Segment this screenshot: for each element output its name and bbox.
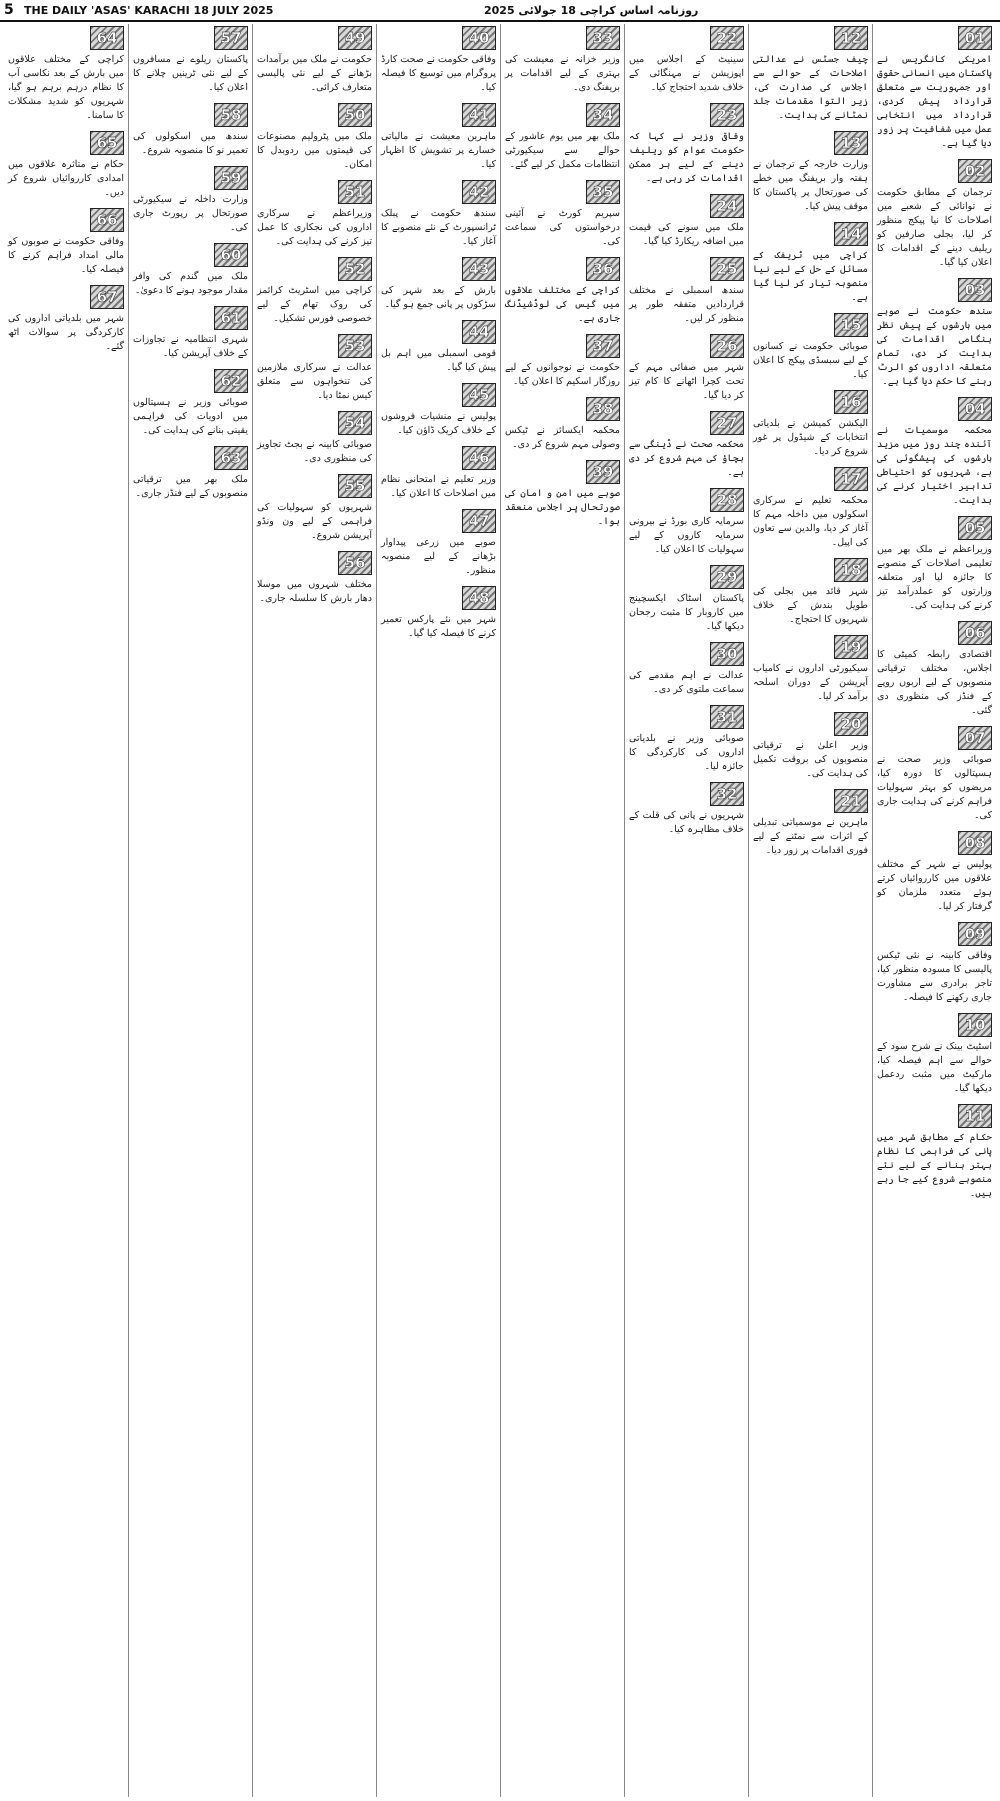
item-number-badge: 24 (710, 194, 744, 218)
item-number-badge: 63 (214, 446, 248, 470)
item-text: محکمہ ایکسائز نے ٹیکس وصولی مہم شروع کر دی۔ (505, 425, 620, 450)
news-item (877, 1011, 992, 1096)
item-number-badge: 35 (586, 180, 620, 204)
news-item (877, 157, 992, 270)
item-text: ماہرین معیشت نے مالیاتی خسارے پر تشویش کا اظہار کیا۔ (381, 131, 496, 170)
news-item (8, 283, 124, 354)
news-item (877, 724, 992, 823)
news-item (257, 409, 372, 466)
news-item (629, 24, 744, 95)
item-text: ملک میں سونے کی قیمت میں اضافہ ریکارڈ کیا گیا۔ (629, 222, 744, 247)
item-number-badge: 18 (834, 558, 868, 582)
item-text: ملک میں پٹرولیم مصنوعات کی قیمتوں میں ردوبدل کا امکان۔ (257, 131, 372, 170)
item-number-badge: 33 (586, 26, 620, 50)
item-text: محکمہ صحت نے ڈینگی سے بچاؤ کی مہم شروع کر دی ہے۔ (629, 439, 744, 478)
news-item (133, 444, 248, 501)
news-item (257, 178, 372, 249)
item-text: وفاقی کابینہ نے نئی ٹیکس پالیسی کا مسودہ منظور کیا، تاجر برادری سے مشاورت جاری رکھنے کا فیصلہ۔ (877, 950, 992, 1003)
item-number-badge: 29 (710, 565, 744, 589)
item-number-badge: 02 (958, 159, 992, 183)
news-item (877, 514, 992, 613)
news-item (381, 318, 496, 375)
news-item (133, 304, 248, 361)
news-item (629, 640, 744, 697)
item-number-badge: 67 (90, 285, 124, 309)
item-number-badge: 28 (710, 488, 744, 512)
item-text: قومی اسمبلی میں اہم بل پیش کیا گیا۔ (381, 348, 496, 373)
item-text: ترجمان کے مطابق حکومت نے توانائی کے شعبے میں اصلاحات کا نیا پیکج منظور کر لیا، بجلی صارفین کو ریلیف دینے کے اقدامات کا اعلان کیا گیا۔ (877, 187, 992, 268)
news-column (500, 24, 624, 1797)
item-text: صوبے میں امن و امان کی صورتحال پر اجلاس منعقد ہوا۔ (505, 488, 620, 527)
item-number-badge: 26 (710, 334, 744, 358)
item-number-badge: 32 (710, 782, 744, 806)
item-number-badge: 14 (834, 222, 868, 246)
item-number-badge: 22 (710, 26, 744, 50)
item-number-badge: 13 (834, 131, 868, 155)
item-number-badge: 61 (214, 306, 248, 330)
news-item (381, 101, 496, 172)
item-number-badge: 37 (586, 334, 620, 358)
item-text: سپریم کورٹ نے آئینی درخواستوں کی سماعت کی۔ (505, 208, 620, 247)
masthead (0, 0, 1000, 22)
news-item (629, 486, 744, 557)
news-item (753, 311, 868, 382)
item-text: وزارت خارجہ کے ترجمان نے ہفتہ وار بریفنگ میں خطے کی صورتحال پر پاکستان کا موقف پیش کیا۔ (753, 159, 868, 212)
news-item (629, 255, 744, 326)
item-number-badge: 23 (710, 103, 744, 127)
item-number-badge: 45 (462, 383, 496, 407)
news-item (753, 633, 868, 704)
item-number-badge: 19 (834, 635, 868, 659)
item-text: حکام نے متاثرہ علاقوں میں امدادی کارروائیاں شروع کر دیں۔ (8, 159, 124, 198)
item-text: وفاقی حکومت نے صوبوں کو مالی امداد فراہم کرنے کا فیصلہ کیا۔ (8, 236, 124, 275)
news-column (872, 24, 996, 1797)
item-number-badge: 09 (958, 922, 992, 946)
news-item (505, 395, 620, 452)
item-number-badge: 50 (338, 103, 372, 127)
item-text: محکمہ تعلیم نے سرکاری اسکولوں میں داخلہ مہم کا آغاز کر دیا، والدین سے تعاون کی اپیل۔ (753, 495, 868, 548)
news-item (877, 1102, 992, 1201)
news-item (505, 332, 620, 389)
item-text: سندھ اسمبلی نے مختلف قراردادیں متفقہ طور پر منظور کر لیں۔ (629, 285, 744, 324)
item-number-badge: 43 (462, 257, 496, 281)
news-item (877, 829, 992, 914)
item-number-badge: 11 (958, 1104, 992, 1128)
item-number-badge: 03 (958, 278, 992, 302)
item-text: مختلف شہروں میں موسلا دھار بارش کا سلسلہ جاری۔ (257, 579, 372, 604)
item-number-badge: 08 (958, 831, 992, 855)
news-column (748, 24, 872, 1797)
item-text: الیکشن کمیشن نے بلدیاتی انتخابات کے شیڈول پر غور شروع کر دیا۔ (753, 418, 868, 457)
item-text: محکمہ موسمیات نے آئندہ چند روز میں مزید بارشوں کی پیشگوئی کی ہے، شہریوں کو احتیاطی تدابیر اختیار کرنے کی ہدایت۔ (877, 425, 992, 506)
item-number-badge: 53 (338, 334, 372, 358)
news-item (381, 255, 496, 312)
item-text: سندھ حکومت نے صوبے میں بارشوں کے پیش نظر ہنگامی اقدامات کی ہدایت کر دی، تمام متعلقہ اداروں کو الرٹ رہنے کا حکم دیا گیا ہے۔ (877, 306, 992, 387)
item-text: اسٹیٹ بینک نے شرح سود کے حوالے سے اہم فیصلہ کیا، مارکیٹ میں مثبت ردعمل دیکھا گیا۔ (877, 1041, 992, 1094)
news-item (753, 220, 868, 305)
news-column (376, 24, 500, 1797)
item-text: سرمایہ کاری بورڈ نے بیرونی سرمایہ کاروں کے لیے سہولیات کا اعلان کیا۔ (629, 516, 744, 555)
news-item (381, 584, 496, 641)
item-number-badge: 04 (958, 397, 992, 421)
news-item (505, 24, 620, 95)
news-item (629, 332, 744, 403)
item-number-badge: 48 (462, 586, 496, 610)
news-item (753, 556, 868, 627)
item-number-badge: 47 (462, 509, 496, 533)
news-item (629, 563, 744, 634)
item-text: پاکستان اسٹاک ایکسچینج میں کاروبار کا مثبت رجحان دیکھا گیا۔ (629, 593, 744, 632)
item-number-badge: 01 (958, 26, 992, 50)
news-column (4, 24, 128, 1797)
news-item (629, 409, 744, 480)
item-text: ملک میں گندم کی وافر مقدار موجود ہونے کا دعویٰ۔ (133, 271, 248, 296)
news-item (133, 367, 248, 438)
item-text: پولیس نے منشیات فروشوں کے خلاف کریک ڈاؤن کیا۔ (381, 411, 496, 436)
news-item (753, 129, 868, 214)
item-text: حکام کے مطابق شہر میں پانی کی فراہمی کا نظام بہتر بنانے کے لیے نئے منصوبے شروع کیے جا رہے ہیں۔ (877, 1132, 992, 1199)
item-number-badge: 51 (338, 180, 372, 204)
item-number-badge: 17 (834, 467, 868, 491)
item-text: صوبائی حکومت نے کسانوں کے لیے سبسڈی پیکج کا اعلان کیا۔ (753, 341, 868, 380)
news-column (128, 24, 252, 1797)
news-item (629, 192, 744, 249)
news-item (8, 24, 124, 123)
english-title: THE DAILY 'ASAS' KARACHI 18 JULY 2025 (24, 4, 274, 17)
news-item (381, 507, 496, 578)
news-item (133, 164, 248, 235)
item-text: صوبائی وزیر نے بلدیاتی اداروں کی کارکردگی کا جائزہ لیا۔ (629, 733, 744, 772)
item-number-badge: 66 (90, 208, 124, 232)
item-number-badge: 46 (462, 446, 496, 470)
item-number-badge: 56 (338, 551, 372, 575)
item-number-badge: 40 (462, 26, 496, 50)
item-number-badge: 38 (586, 397, 620, 421)
news-item (8, 129, 124, 200)
item-text: وزیراعظم نے سرکاری اداروں کی نجکاری کا عمل تیز کرنے کی ہدایت کی۔ (257, 208, 372, 247)
item-text: شہر میں بلدیاتی اداروں کی کارکردگی پر سوالات اٹھ گئے۔ (8, 313, 124, 352)
news-item (381, 444, 496, 501)
news-item (133, 241, 248, 298)
item-number-badge: 16 (834, 390, 868, 414)
news-item (381, 178, 496, 249)
news-item (753, 710, 868, 781)
news-item (257, 255, 372, 326)
item-text: حکومت نے ملک میں برآمدات بڑھانے کے لیے نئی پالیسی متعارف کرائی۔ (257, 54, 372, 93)
item-number-badge: 44 (462, 320, 496, 344)
item-text: کراچی میں اسٹریٹ کرائمز کی روک تھام کے لیے خصوصی فورس تشکیل۔ (257, 285, 372, 324)
item-text: پولیس نے شہر کے مختلف علاقوں میں کارروائیاں کرتے ہوئے متعدد ملزمان کو گرفتار کر لیا۔ (877, 859, 992, 912)
item-text: پاکستان ریلوے نے مسافروں کے لیے نئی ٹرینیں چلانے کا اعلان کیا۔ (133, 54, 248, 93)
item-number-badge: 05 (958, 516, 992, 540)
item-number-badge: 64 (90, 26, 124, 50)
item-number-badge: 30 (710, 642, 744, 666)
news-item (877, 619, 992, 718)
urdu-title-text: روزنامہ اساس کراچی 18 جولائی (518, 4, 699, 17)
news-columns (4, 24, 996, 1797)
item-number-badge: 54 (338, 411, 372, 435)
item-text: شہر قائد میں بجلی کی طویل بندش کے خلاف شہریوں کا احتجاج۔ (753, 586, 868, 625)
item-text: بارش کے بعد شہر کی سڑکوں پر پانی جمع ہو گیا۔ (381, 285, 496, 310)
news-item (133, 101, 248, 158)
news-item (257, 24, 372, 95)
item-number-badge: 49 (338, 26, 372, 50)
item-number-badge: 21 (834, 789, 868, 813)
item-text: کراچی میں ٹریفک کے مسائل کے حل کے لیے نیا منصوبہ تیار کر لیا گیا ہے۔ (753, 250, 868, 303)
item-text: صوبائی وزیر صحت نے ہسپتالوں کا دورہ کیا، مریضوں کو بہتر سہولیات فراہم کرنے کی ہدایت جاری کی۔ (877, 754, 992, 821)
news-item (629, 780, 744, 837)
news-item (133, 24, 248, 95)
item-text: شہری انتظامیہ نے تجاوزات کے خلاف آپریشن کیا۔ (133, 334, 248, 359)
item-text: صوبے میں زرعی پیداوار بڑھانے کے لیے منصوبہ منظور۔ (381, 537, 496, 576)
news-item (257, 101, 372, 172)
item-text: ماہرین نے موسمیاتی تبدیلی کے اثرات سے نمٹنے کے لیے فوری اقدامات پر زور دیا۔ (753, 817, 868, 856)
news-item (753, 465, 868, 550)
news-item (629, 703, 744, 774)
item-number-badge: 27 (710, 411, 744, 435)
news-item (381, 24, 496, 95)
item-text: شہریوں نے پانی کی قلت کے خلاف مظاہرہ کیا۔ (629, 810, 744, 835)
item-number-badge: 31 (710, 705, 744, 729)
news-item (8, 206, 124, 277)
news-item (877, 395, 992, 508)
news-item (505, 101, 620, 172)
news-item (257, 472, 372, 543)
item-text: وزیر اعلیٰ نے ترقیاتی منصوبوں کی بروقت تکمیل کی ہدایت کی۔ (753, 740, 868, 779)
news-item (753, 24, 868, 123)
news-item (629, 101, 744, 186)
item-number-badge: 15 (834, 313, 868, 337)
item-text: سندھ حکومت نے پبلک ٹرانسپورٹ کے نئے منصوبے کا آغاز کیا۔ (381, 208, 496, 247)
news-item (381, 381, 496, 438)
item-text: ملک بھر میں یوم عاشور کے حوالے سے سیکیورٹی انتظامات مکمل کر لیے گئے۔ (505, 131, 620, 170)
item-number-badge: 07 (958, 726, 992, 750)
item-number-badge: 39 (586, 460, 620, 484)
item-text: وزیر تعلیم نے امتحانی نظام میں اصلاحات کا اعلان کیا۔ (381, 474, 496, 499)
item-text: عدالت نے سرکاری ملازمین کی تنخواہوں سے متعلق کیس نمٹا دیا۔ (257, 362, 372, 401)
news-item (505, 255, 620, 326)
item-text: سندھ میں اسکولوں کی تعمیر نو کا منصوبہ شروع۔ (133, 131, 248, 156)
item-number-badge: 65 (90, 131, 124, 155)
urdu-title (484, 4, 698, 17)
item-number-badge: 34 (586, 103, 620, 127)
item-text: کراچی کے مختلف علاقوں میں بارش کے بعد نکاسی آب کا نظام درہم برہم ہو گیا، شہریوں کو شدید مشکلات کا سامنا۔ (8, 54, 124, 121)
item-text: امریکی کانگریس نے پاکستان میں انسانی حقوق اور جمہوریت سے متعلق قرارداد پیش کردی، قرارداد میں انتخابی عمل میں شفافیت پر زور دیا گیا ہے۔ (877, 54, 992, 149)
item-text: وفاقی حکومت نے صحت کارڈ پروگرام میں توسیع کا فیصلہ کیا۔ (381, 54, 496, 93)
item-number-badge: 58 (214, 103, 248, 127)
news-item (753, 388, 868, 459)
news-item (257, 549, 372, 606)
item-text: وزارت داخلہ نے سیکیورٹی صورتحال پر رپورٹ جاری کی۔ (133, 194, 248, 233)
item-number-badge: 60 (214, 243, 248, 267)
item-text: وزیر خزانہ نے معیشت کی بہتری کے لیے اقدامات پر بریفنگ دی۔ (505, 54, 620, 93)
news-item (753, 787, 868, 858)
item-number-badge: 25 (710, 257, 744, 281)
item-number-badge: 41 (462, 103, 496, 127)
news-column (624, 24, 748, 1797)
news-item (505, 178, 620, 249)
item-text: اقتصادی رابطہ کمیٹی کا اجلاس، مختلف ترقیاتی منصوبوں کے لیے اربوں روپے کے فنڈز کی منظوری دی گئی۔ (877, 649, 992, 716)
item-number-badge: 52 (338, 257, 372, 281)
masthead-year: 2025 (484, 4, 515, 17)
item-text: شہر میں صفائی مہم کے تحت کچرا اٹھانے کا کام تیز کر دیا گیا۔ (629, 362, 744, 401)
item-text: عدالت نے اہم مقدمے کی سماعت ملتوی کر دی۔ (629, 670, 744, 695)
item-number-badge: 12 (834, 26, 868, 50)
news-item (877, 276, 992, 389)
item-text: صوبائی وزیر نے ہسپتالوں میں ادویات کی فراہمی یقینی بنانے کی ہدایت کی۔ (133, 397, 248, 436)
item-text: صوبائی کابینہ نے بجٹ تجاویز کی منظوری دی۔ (257, 439, 372, 464)
page-number: 5 (4, 2, 14, 18)
item-text: حکومت نے نوجوانوں کے لیے روزگار اسکیم کا اعلان کیا۔ (505, 362, 620, 387)
news-item (257, 332, 372, 403)
item-text: وزیراعظم نے ملک بھر میں تعلیمی اصلاحات کے منصوبے کا جائزہ لیا اور متعلقہ وزارتوں کو عملدرآمد تیز کرنے کی ہدایت کی۔ (877, 544, 992, 611)
item-text: شہریوں کو سہولیات کی فراہمی کے لیے ون ونڈو آپریشن شروع۔ (257, 502, 372, 541)
item-number-badge: 55 (338, 474, 372, 498)
item-number-badge: 36 (586, 257, 620, 281)
item-number-badge: 62 (214, 369, 248, 393)
item-number-badge: 20 (834, 712, 868, 736)
item-text: سینیٹ کے اجلاس میں اپوزیشن نے مہنگائی کے خلاف شدید احتجاج کیا۔ (629, 54, 744, 93)
item-number-badge: 10 (958, 1013, 992, 1037)
item-text: سیکیورٹی اداروں نے کامیاب آپریشن کے دوران اسلحہ برآمد کر لیا۔ (753, 663, 868, 702)
item-text: شہر میں نئے پارکس تعمیر کرنے کا فیصلہ کیا گیا۔ (381, 614, 496, 639)
news-item (877, 920, 992, 1005)
item-text: چیف جسٹس نے عدالتی اصلاحات کے حوالے سے اجلاس کی صدارت کی، زیر التوا مقدمات جلد نمٹانے کی ہدایت۔ (753, 54, 868, 121)
item-number-badge: 57 (214, 26, 248, 50)
news-item (877, 24, 992, 151)
item-text: وفاقی وزیر نے کہا کہ حکومت عوام کو ریلیف دینے کے لیے ہر ممکن اقدامات کر رہی ہے۔ (629, 131, 744, 184)
item-number-badge: 06 (958, 621, 992, 645)
item-number-badge: 59 (214, 166, 248, 190)
news-item (505, 458, 620, 529)
item-text: کراچی کے مختلف علاقوں میں گیس کی لوڈشیڈنگ جاری ہے۔ (505, 285, 620, 324)
item-number-badge: 42 (462, 180, 496, 204)
item-text: ملک بھر میں ترقیاتی منصوبوں کے لیے فنڈز جاری۔ (133, 474, 248, 499)
news-column (252, 24, 376, 1797)
